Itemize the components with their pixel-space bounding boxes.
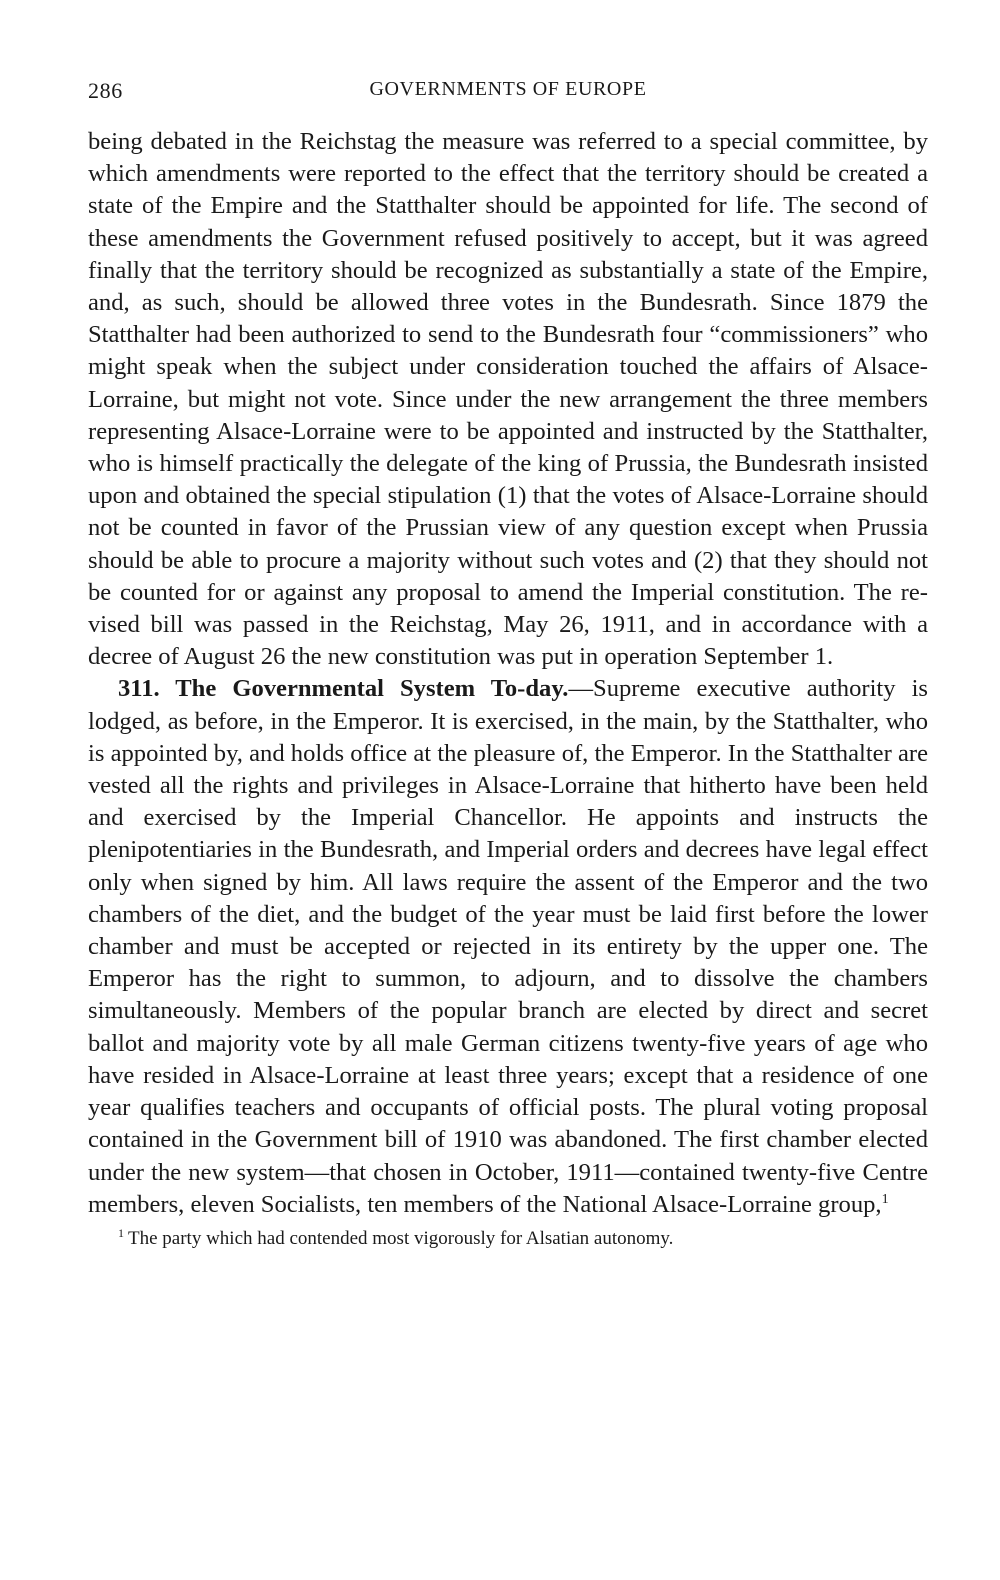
section-paragraph-text: —Supreme executive authority is lodged, as before, in the Emperor. It is exercised, in the main, by the Statthalter, who is appointed by, and holds office at the pleasure of, the Emperor. In the Statthalter are vested all the rights and privileges in Alsace-Lorraine that hitherto have been held and exercised by the Imperial Chancellor. He appoints and instructs the plenipotentiaries in the Bundesrath, and Imperial orders and decrees have legal effect only when signed by him. All laws require the assent of the Emperor and the two chambers of the diet, and the budget of the year must be laid first before the lower chamber and must be accepted or rejected in its entirety by the upper one. The Emperor has the right to summon, to adjourn, and to dissolve the chambers simultaneously. Members of the popular branch are elected by direct and secret ballot and majority vote by all male German citizens twenty-five years of age who have resided in Alsace-Lorraine at least three years; except that a residence of one year qualifies teachers and occupants of official posts. The plural voting proposal contained in the Government bill of 1910 was abandoned. The first chamber elected under the new system—that chosen in October, 1911—contained twenty-five Centre members, eleven Socialists, ten members of the National Alsace-Lorraine group,: [88, 675, 928, 1218]
running-title: GOVERNMENTS OF EUROPE: [369, 78, 647, 100]
body-text: [88, 126, 928, 1221]
book-page: [88, 72, 928, 1251]
section-paragraph: [88, 673, 928, 1220]
footnote-reference[interactable]: 1: [881, 1191, 889, 1207]
section-heading: 311. The Governmental System To-day.: [118, 675, 569, 703]
paragraph-continuation: being debated in the Reichstag the measure was referred to a special committee, by which amendments were reported to the effect that the territory should be created a state of the Empire and the Statthalter should be appointed for life. The second of these amendments the Government refused positively to accept, but it was agreed finally that the territory should be recognized as substantially a state of the Empire, and, as such, should be allowed three votes in the Bundesrath. Since 1879 the Statthalter had been authorized to send to the Bundesrath four “commissioners” who might speak when the subject under consideration touched the affairs of Alsace-Lorraine, but might not vote. Since under the new arrangement the three members representing Alsace-Lorraine were to be appointed and instructed by the Statthalter, who is himself practically the delegate of the king of Prussia, the Bundesrath insisted upon and obtained the special stipulation (1) that the votes of Alsace-Lorraine should not be counted in favor of the Prussian view of any question except when Prussia should be able to procure a majority without such votes and (2) that they should not be counted for or against any proposal to amend the Imperial constitution. The revised bill was passed in the Reichstag, May 26, 1911, and in accordance with a decree of August 26 the new constitution was put in operation September 1.: [88, 128, 928, 671]
running-head: [88, 72, 928, 112]
page-number: 286: [88, 78, 123, 103]
footnote: [88, 1227, 928, 1251]
footnote-text: The party which had contended most vigorously for Alsatian autonomy.: [128, 1227, 674, 1249]
footnote-mark: 1: [118, 1225, 124, 1240]
